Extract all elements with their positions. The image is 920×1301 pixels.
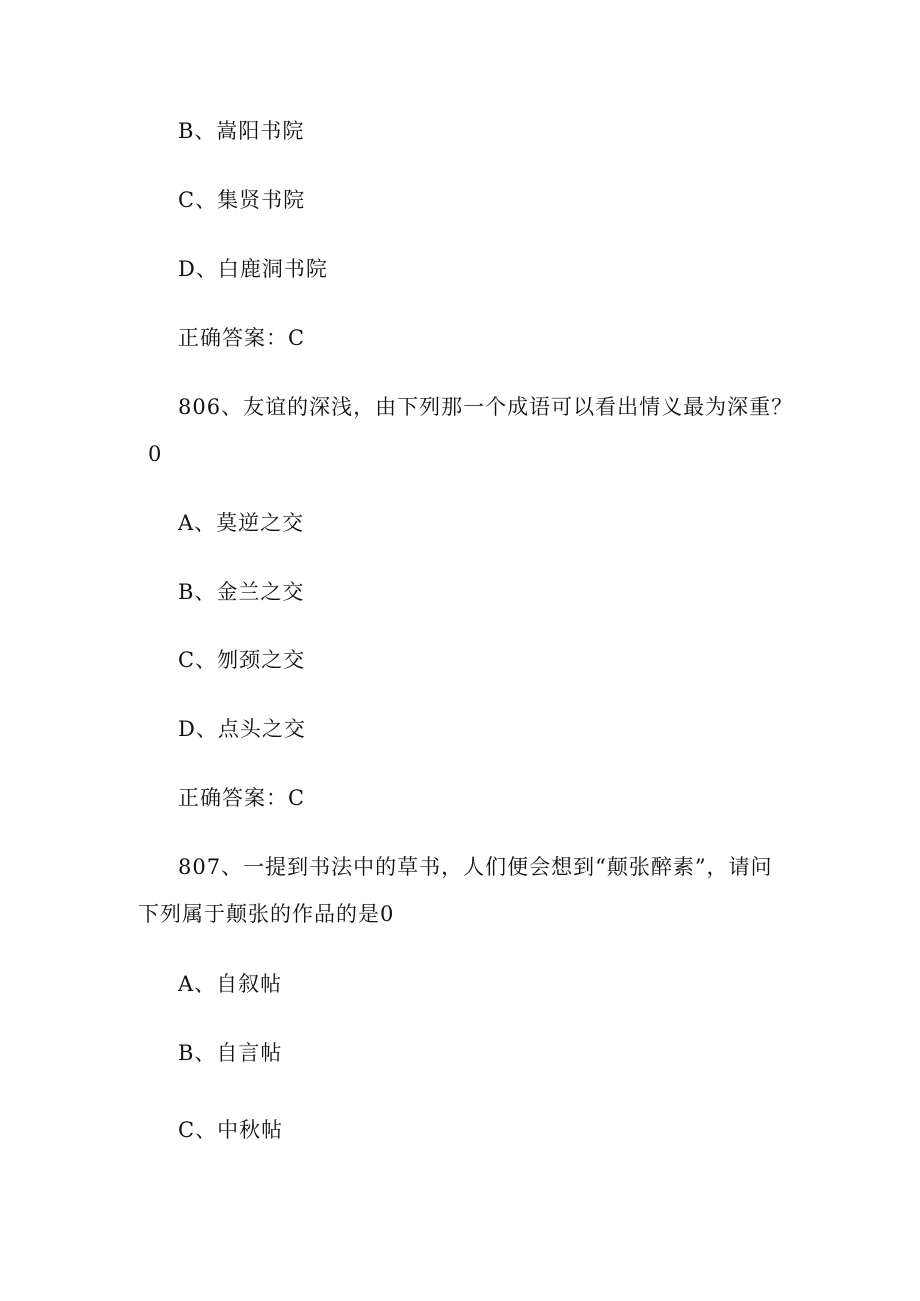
option-c: C、中秋帖 bbox=[178, 1118, 284, 1142]
question-806-text: 806、友谊的深浅，由下列那一个成语可以看出情义最为深重？ bbox=[178, 395, 794, 419]
question-807-text: 807、一提到书法中的草书，人们便会想到“颠张醉素”，请问 bbox=[178, 855, 773, 879]
option-b: B、嵩阳书院 bbox=[178, 119, 305, 143]
option-d: D、白鹿洞书院 bbox=[178, 257, 328, 281]
question-806-text-continued: 0 bbox=[148, 442, 163, 466]
option-b: B、自言帖 bbox=[178, 1041, 283, 1065]
option-a: A、莫逆之交 bbox=[178, 511, 305, 535]
option-b: B、金兰之交 bbox=[178, 580, 305, 604]
option-c: C、集贤书院 bbox=[178, 188, 306, 212]
option-d: D、点头之交 bbox=[178, 717, 306, 741]
question-807-text-continued: 下列属于颠张的作品的是0 bbox=[138, 902, 395, 926]
option-c: C、刎颈之交 bbox=[178, 648, 306, 672]
correct-answer: 正确答案：C bbox=[178, 786, 306, 810]
option-a: A、自叙帖 bbox=[178, 972, 283, 996]
correct-answer: 正确答案：C bbox=[178, 326, 306, 350]
